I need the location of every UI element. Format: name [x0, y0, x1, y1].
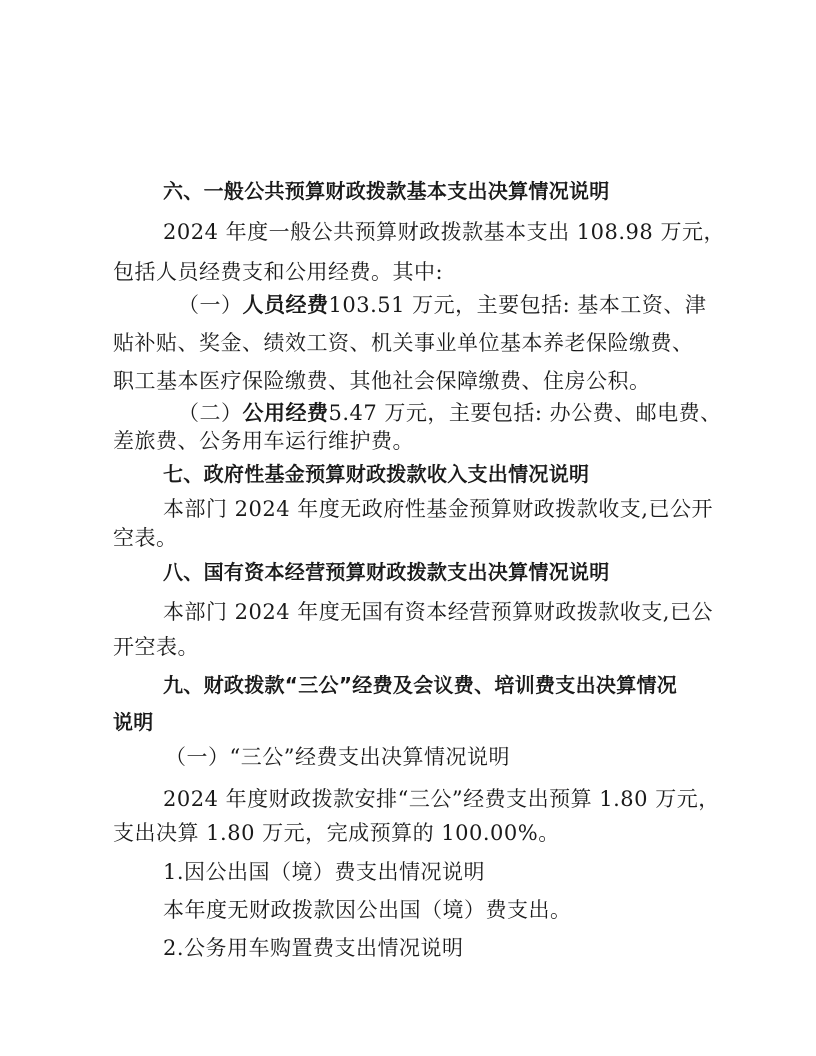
list-text: 5.47 万元，主要包括: 办公费、邮电费、: [328, 401, 722, 425]
paragraph-line: 差旅费、公务用车运行维护费。: [113, 429, 414, 453]
paragraph-line: 包括人员经费支和公用经费。其中:: [113, 260, 444, 284]
list-item-line: [178, 290, 706, 320]
paragraph-line: 本年度无财政拨款因公出国（境）费支出。: [163, 898, 572, 922]
list-text: 103.51 万元，主要包括: 基本工资、津: [328, 293, 707, 317]
list-prefix: （一）: [178, 293, 243, 317]
paragraph-line: 开空表。: [113, 635, 199, 659]
section-heading-continued: 说明: [113, 710, 154, 734]
paragraph-line: 2024 年度财政拨款安排“三公”经费支出预算 1.80 万元，: [163, 787, 720, 811]
paragraph-line: 空表。: [113, 526, 178, 550]
list-term: 公用经费: [242, 401, 329, 425]
section-heading: 八、国有资本经营预算财政拨款支出决算情况说明: [163, 560, 610, 584]
item-title: 1.因公出国（境）费支出情况说明: [163, 860, 486, 884]
section-heading: 六、一般公共预算财政拨款基本支出决算情况说明: [163, 179, 610, 203]
paragraph-line: 支出决算 1.80 万元，完成预算的 100.00%。: [113, 821, 560, 845]
sub-heading: （一）“三公”经费支出决算情况说明: [165, 745, 510, 769]
paragraph-line: 职工基本医疗保险缴费、其他社会保障缴费、住房公积。: [113, 369, 651, 393]
paragraph-line: 本部门 2024 年度无政府性基金预算财政拨款收支,已公开: [163, 497, 713, 521]
list-term: 人员经费: [242, 293, 329, 317]
list-prefix: （二）: [178, 401, 243, 425]
paragraph-line: 贴补贴、奖金、绩效工资、机关事业单位基本养老保险缴费、: [113, 331, 694, 355]
section-heading: 七、政府性基金预算财政拨款收入支出情况说明: [163, 462, 590, 486]
paragraph-line: 本部门 2024 年度无国有资本经营预算财政拨款收支,已公: [163, 600, 713, 624]
section-heading: 九、财政拨款“三公”经费及会议费、培训费支出决算情况: [163, 673, 678, 697]
paragraph-line: 2024 年度一般公共预算财政拨款基本支出 108.98 万元，: [163, 220, 725, 244]
list-item-line: [178, 398, 722, 428]
item-title: 2.公务用车购置费支出情况说明: [163, 936, 464, 960]
